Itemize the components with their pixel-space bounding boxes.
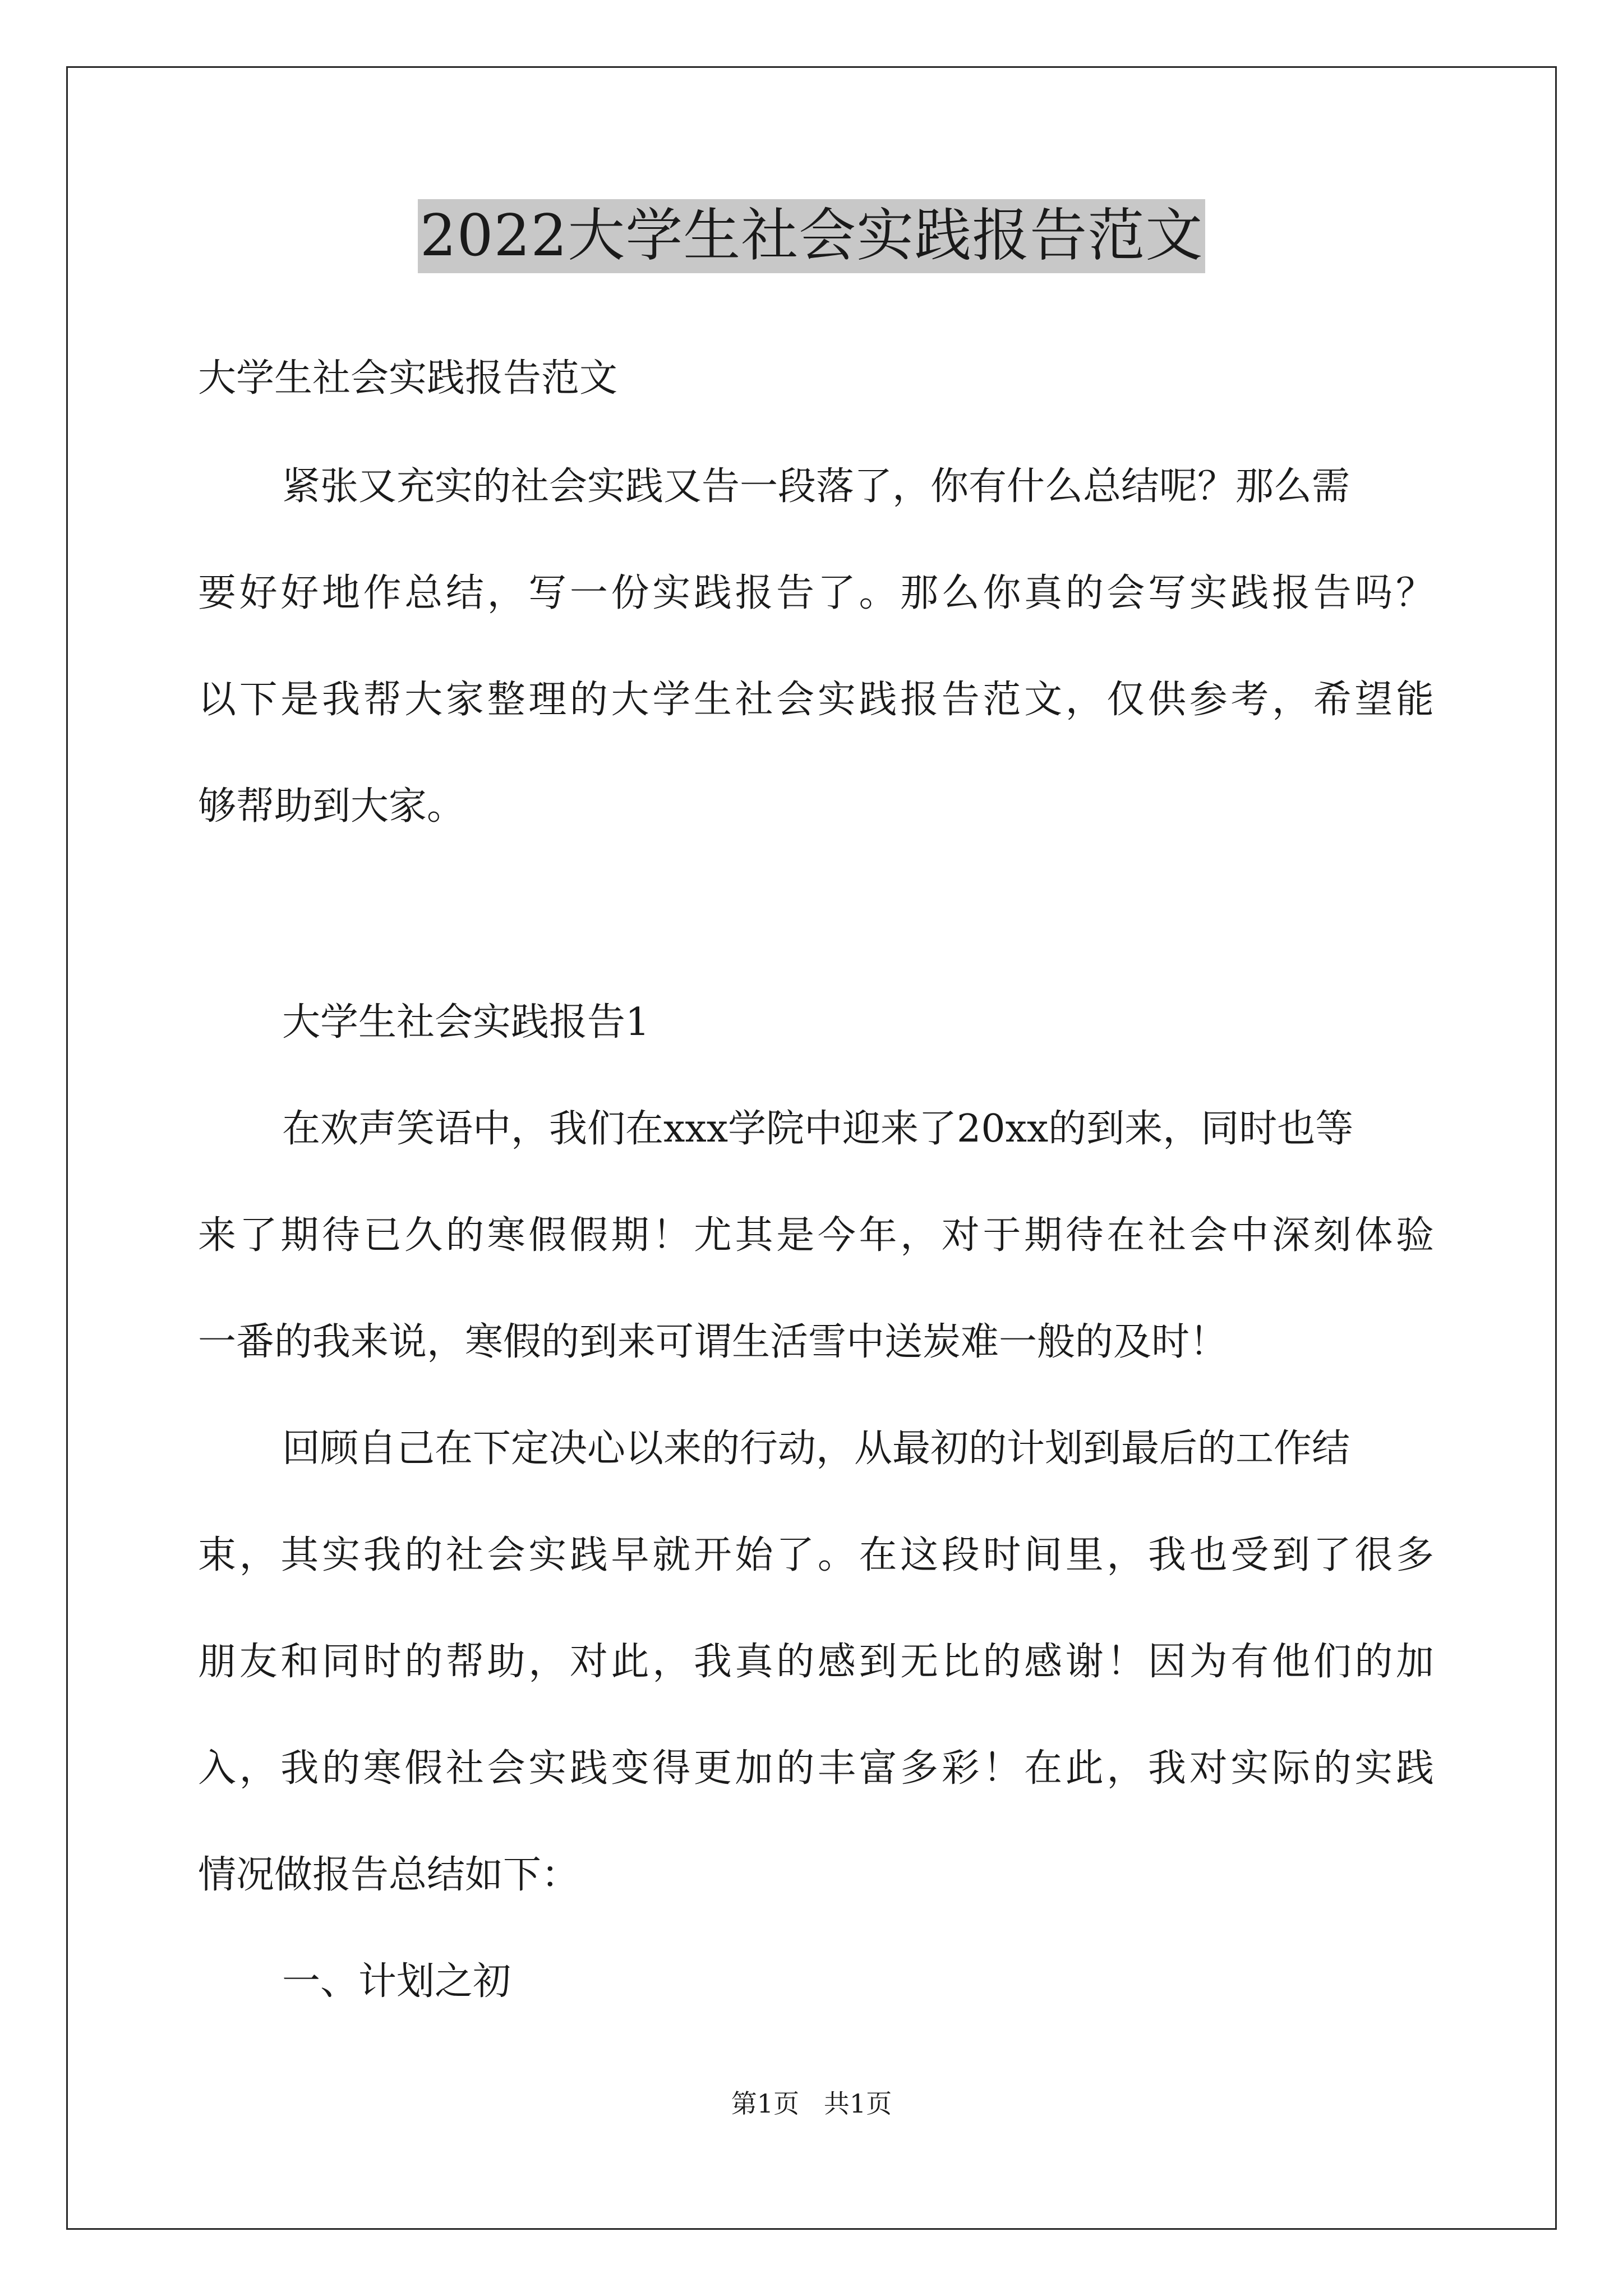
intro-line: 以下是我帮大家整理的大学生社会实践报告范文，仅供参考，希望能 [198, 678, 1434, 722]
paragraph-line: 回顾自己在下定决心以来的行动，从最初的计划到最后的工作结 [282, 1427, 1350, 1471]
document-title: 2022大学生社会实践报告范文 [418, 199, 1206, 273]
paragraph-line: 一番的我来说，寒假的到来可谓生活雪中送炭难一般的及时！ [198, 1320, 1228, 1364]
intro-line: 要好好地作总结，写一份实践报告了。那么你真的会写实践报告吗？ [198, 571, 1434, 615]
paragraph-line: 来了期待已久的寒假假期！尤其是今年，对于期待在社会中深刻体验 [198, 1213, 1434, 1258]
title-container [0, 199, 1623, 273]
paragraph-line: 情况做报告总结如下： [198, 1853, 580, 1897]
paragraph-line: 朋友和同时的帮助，对此，我真的感到无比的感谢！因为有他们的加 [198, 1640, 1434, 1684]
intro-line: 够帮助到大家。 [198, 784, 465, 829]
paragraph-line: 束，其实我的社会实践早就开始了。在这段时间里，我也受到了很多 [198, 1533, 1434, 1577]
page-footer: 第1页 共1页 [731, 2088, 892, 2119]
section-heading: 大学生社会实践报告1 [282, 1000, 650, 1045]
paragraph-line: 入，我的寒假社会实践变得更加的丰富多彩！在此，我对实际的实践 [198, 1746, 1434, 1791]
intro-line: 紧张又充实的社会实践又告一段落了，你有什么总结呢？那么需 [282, 464, 1350, 509]
paragraph-line: 在欢声笑语中，我们在xxx学院中迎来了20xx的到来，同时也等 [282, 1107, 1354, 1151]
subtitle: 大学生社会实践报告范文 [198, 356, 618, 401]
subheading: 一、计划之初 [282, 1959, 511, 2004]
